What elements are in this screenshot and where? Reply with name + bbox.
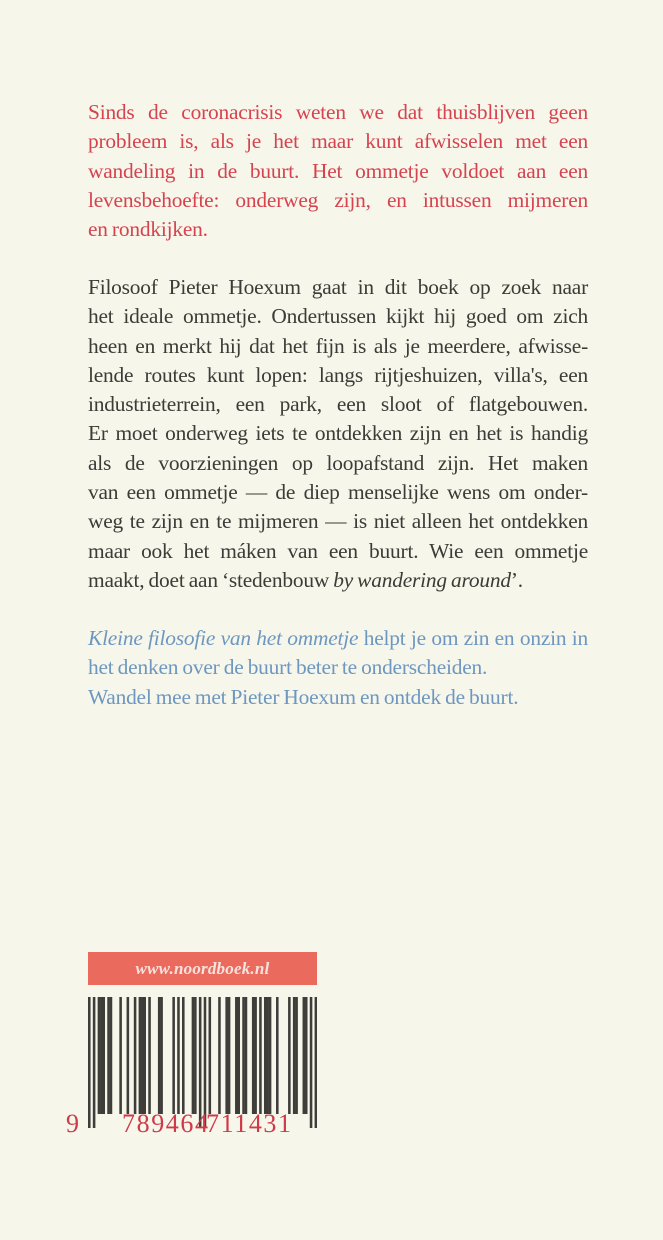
body-line: heen en merkt hij dat het fijn is als je meerdere, afwisse-: [88, 333, 588, 358]
body-line: maar ook het máken van een buurt. Wie een ommetje: [88, 538, 588, 563]
barcode-left-digits: 789464: [122, 1109, 210, 1138]
closing-line: [88, 624, 588, 653]
intro-paragraph: [88, 98, 588, 244]
publisher-website: www.noordboek.nl: [135, 958, 270, 978]
book-title: Kleine filosofie van het ommetje: [88, 626, 359, 650]
intro-line: Sinds de coronacrisis weten we dat thuisblijven geen: [88, 100, 588, 124]
closing-paragraph: [88, 624, 588, 712]
closing-line1-rest: helpt je om zin en onzin in: [358, 626, 589, 650]
barcode-first-digit: 9: [66, 1109, 80, 1138]
body-last-prefix: maakt, doet aan ‘stedenbouw: [88, 567, 334, 592]
closing-line: Wandel mee met Pieter Hoexum en ontdek de buurt.: [88, 684, 519, 709]
body-paragraph: [88, 273, 588, 595]
body-line: het ideale ommetje. Ondertussen kijkt hij goed om zich: [88, 304, 588, 329]
barcode-right-digits: 711431: [206, 1109, 293, 1138]
body-last-suffix: ’.: [510, 567, 523, 592]
body-line: van een ommetje — de diep menselijke wens om onder-: [88, 480, 588, 505]
intro-line: en rondkijken.: [88, 217, 208, 242]
body-line: als de voorzieningen op loopafstand zijn. Het maken: [88, 450, 588, 475]
publisher-website-banner: [88, 952, 317, 985]
intro-line: probleem is, als je het maar kunt afwisselen met een: [88, 129, 588, 154]
body-line: lende routes kunt lopen: langs rijtjeshuizen, villa's, een: [88, 362, 588, 387]
body-line: Er moet onderweg iets te ontdekken zijn en het is handig: [88, 421, 588, 446]
body-last-line: [88, 566, 588, 595]
body-line: industrieterrein, een park, een sloot of flatgebouwen.: [88, 392, 588, 417]
body-line: Filosoof Pieter Hoexum gaat in dit boek op zoek naar: [88, 275, 588, 299]
body-last-italic: by wandering around: [333, 567, 511, 592]
closing-line: het denken over de buurt beter te onderscheiden.: [88, 655, 488, 680]
intro-line: wandeling in de buurt. Het ommetje voldoet aan een: [88, 158, 588, 183]
body-line: weg te zijn en te mijmeren — is niet alleen het ontdekken: [88, 509, 588, 534]
intro-line: levensbehoefte: onderweg zijn, en intussen mijmeren: [88, 187, 588, 212]
